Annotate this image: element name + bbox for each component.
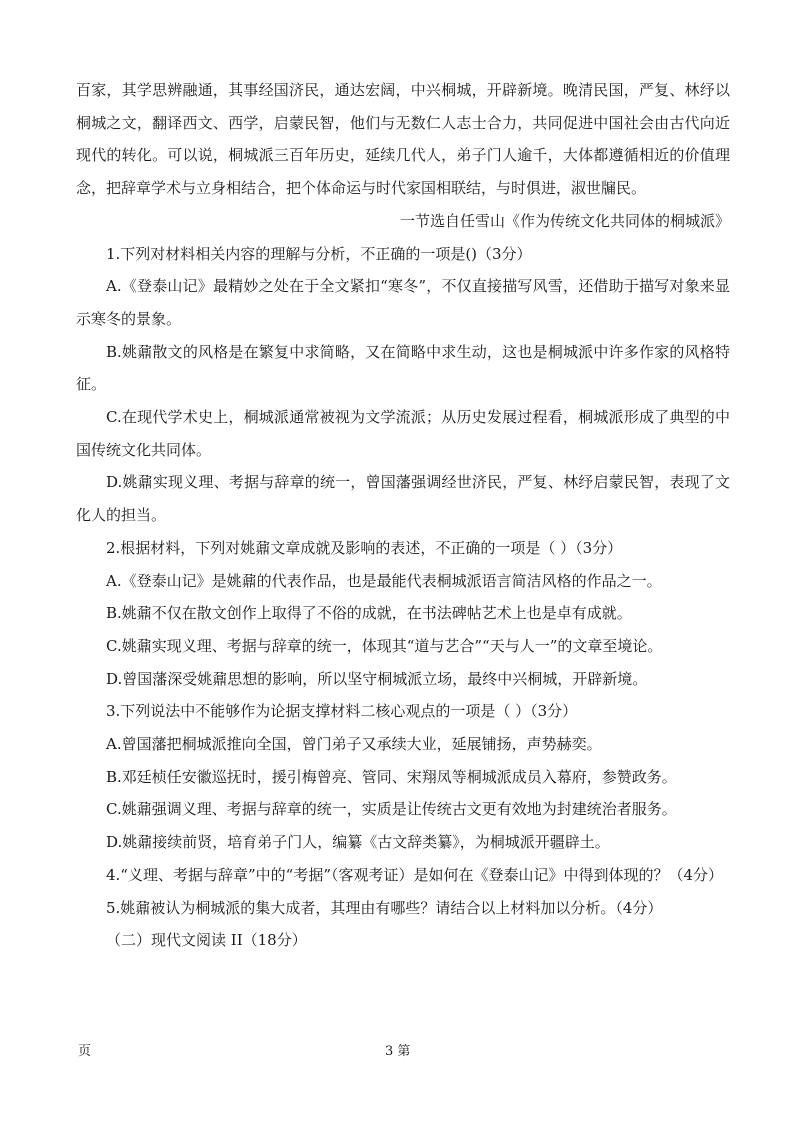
question-1-option-c: C.在现代学术史上，桐城派通常被视为文学流派；从历史发展过程看，桐城派形成了典型的中国传统文化共同体。 [76, 408, 730, 459]
question-2-option-c: C.姚鼐实现义理、考据与辞章的统一，体现其“道与艺合”“天与人一”的文章至境论。 [106, 636, 663, 655]
question-1-stem: 1.下列对材料相关内容的理解与分析，不正确的一项是()（3分） [106, 244, 532, 263]
section-heading: （二）现代文阅读 II（18分） [106, 931, 307, 950]
question-3-option-c: C.姚鼐强调义理、考据与辞章的统一，实质是让传统古文更有效地为封建统治者服务。 [106, 800, 677, 819]
document-body [76, 74, 730, 957]
question-1-option-d: D.姚鼐实现义理、考据与辞章的统一，曾国藩强调经世济民，严复、林纾启蒙民智，表现了文化人的担当。 [76, 473, 730, 525]
question-2-stem: 2.根据材料，下列对姚鼐文章成就及影响的表述，不正确的一项是（ ）（3分） [106, 538, 623, 557]
question-1-option-a: A.《登泰山记》最精妙之处在于全文紧扣“寒冬”，不仅直接描写风雪，还借助于描写对象来显示寒冬的景象。 [76, 277, 730, 328]
passage-source: 一节选自任雪山《作为传统文化共同体的桐城派》 [399, 211, 730, 230]
footer-page-number: 3 第 [385, 1044, 411, 1059]
passage-paragraph: 百家，其学思辨融通，其事经国济民，通达宏阔，中兴桐城，开辟新境。晚清民国，严复、林纾以桐城之文，翻译西文、西学，启蒙民智，他们与无数仁人志士合力，共同促进中国社会由古代向近现代的转化。可以说，桐城派三百年历史，延续几代人，弟子门人逾千，大体都遵循相近的价值理念，把辞章学术与立身相结合，把个体命运与时代家国相联结，与时俱进，淑世牖民。 [76, 81, 730, 198]
question-2-option-d: D.曾国藩深受姚鼐思想的影响，所以坚守桐城派立场，最终中兴桐城，开辟新境。 [106, 669, 648, 688]
question-1-option-b: B.姚鼐散文的风格是在繁复中求简略，又在简略中求生动，这也是桐城派中许多作家的风格特征。 [76, 342, 730, 394]
question-2-option-b: B.姚鼐不仅在散文创作上取得了不俗的成就，在书法碑帖艺术上也是卓有成就。 [106, 604, 632, 623]
question-5-stem: 5.姚鼐被认为桐城派的集大成者，其理由有哪些？请结合以上材料加以分析。（4分） [106, 898, 663, 917]
question-3-option-a: A.曾国藩把桐城派推向全国，曾门弟子又承续大业，延展铺扬，声势赫奕。 [106, 735, 602, 754]
question-4-stem: 4.“义理、考据与辞章”中的“考据”（客观考证）是如何在《登泰山记》中得到体现的？（4分） [106, 865, 724, 884]
question-2-option-a: A.《登泰山记》是姚鼐的代表作品，也是最能代表桐城派语言简洁风格的作品之一。 [106, 571, 662, 590]
footer-page-label: 页 [78, 1044, 92, 1059]
question-3-option-b: B.邓廷桢任安徽巡抚时，援引梅曾亮、管同、宋翔凤等桐城派成员入幕府，参赞政务。 [106, 767, 677, 786]
question-3-option-d: D.姚鼐接续前贤，培育弟子门人，编纂《古文辞类纂》，为桐城派开疆辟土。 [106, 833, 610, 852]
question-3-stem: 3.下列说法中不能够作为论据支撑材料二核心观点的一项是（ ）（3分） [106, 702, 578, 721]
